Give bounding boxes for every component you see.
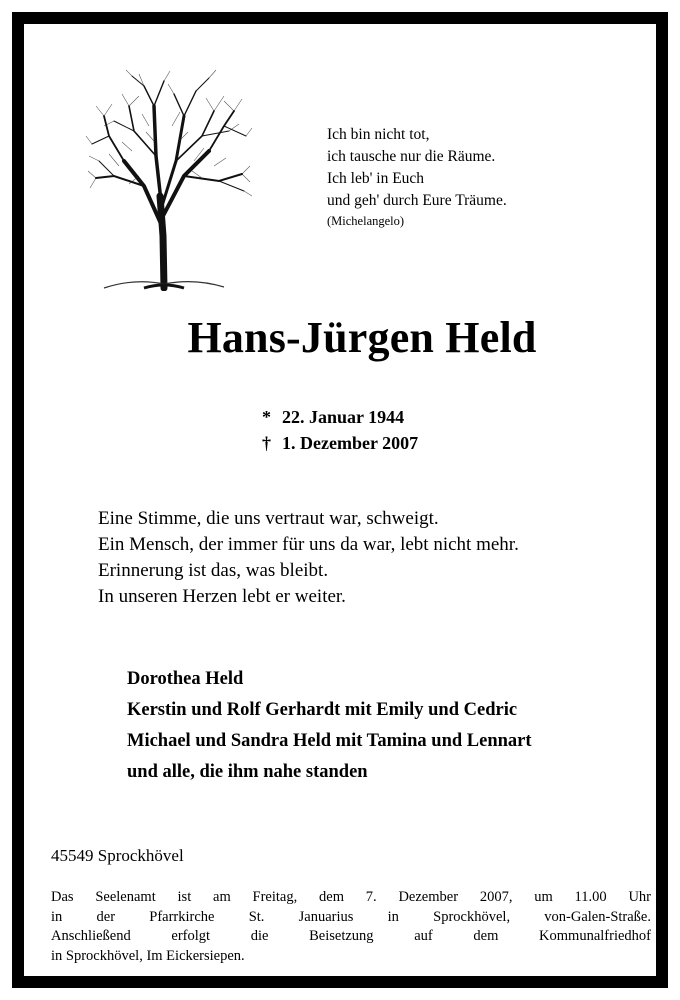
tree-icon [84, 66, 254, 291]
memorial-verse [98, 506, 519, 610]
verse-line: Ein Mensch, der immer für uns da war, lebt nicht mehr. [98, 534, 519, 555]
quote-line: ich tausche nur die Räume. [327, 148, 496, 165]
birth-symbol: * [262, 407, 271, 427]
life-dates [262, 404, 418, 456]
verse-line: In unseren Herzen lebt er weiter. [98, 586, 346, 607]
mourners-list [127, 664, 532, 788]
verse-line: Erinnerung ist das, was bleibt. [98, 560, 329, 581]
quote-line: Ich leb' in Euch [327, 170, 425, 187]
quote-block [327, 124, 507, 230]
quote-attribution: (Michelangelo) [327, 214, 405, 228]
notice-line: Anschließend erfolgt die Beisetzung auf dem Kommunalfriedhof [51, 928, 651, 944]
mourner-line: Michael und Sandra Held mit Tamina und Lennart [127, 731, 532, 751]
mourner-line: Kerstin und Rolf Gerhardt mit Emily und Cedric [127, 700, 518, 720]
mourner-line: und alle, die ihm nahe standen [127, 762, 368, 782]
death-date: 1. Dezember 2007 [282, 433, 419, 453]
verse-line: Eine Stimme, die uns vertraut war, schweigt. [98, 508, 439, 529]
deceased-name: Hans-Jürgen Held [187, 313, 537, 362]
birth-date: 22. Januar 1944 [282, 407, 405, 427]
postal-location: 45549 Sprockhövel [51, 846, 184, 865]
notice-line: in der Pfarrkirche St. Januarius in Sprockhövel, von-Galen-Straße. [51, 908, 651, 925]
notice-line: Das Seelenamt ist am Freitag, dem 7. Dezember 2007, um 11.00 Uhr [51, 889, 651, 905]
quote-line: Ich bin nicht tot, [327, 126, 430, 143]
notice-line: in Sprockhövel, Im Eickersiepen. [51, 947, 245, 964]
cross-icon: † [262, 433, 271, 453]
mourner-line: Dorothea Held [127, 669, 244, 689]
obituary-notice [12, 12, 668, 988]
service-notice [51, 888, 651, 966]
quote-line: und geh' durch Eure Träume. [327, 192, 507, 209]
